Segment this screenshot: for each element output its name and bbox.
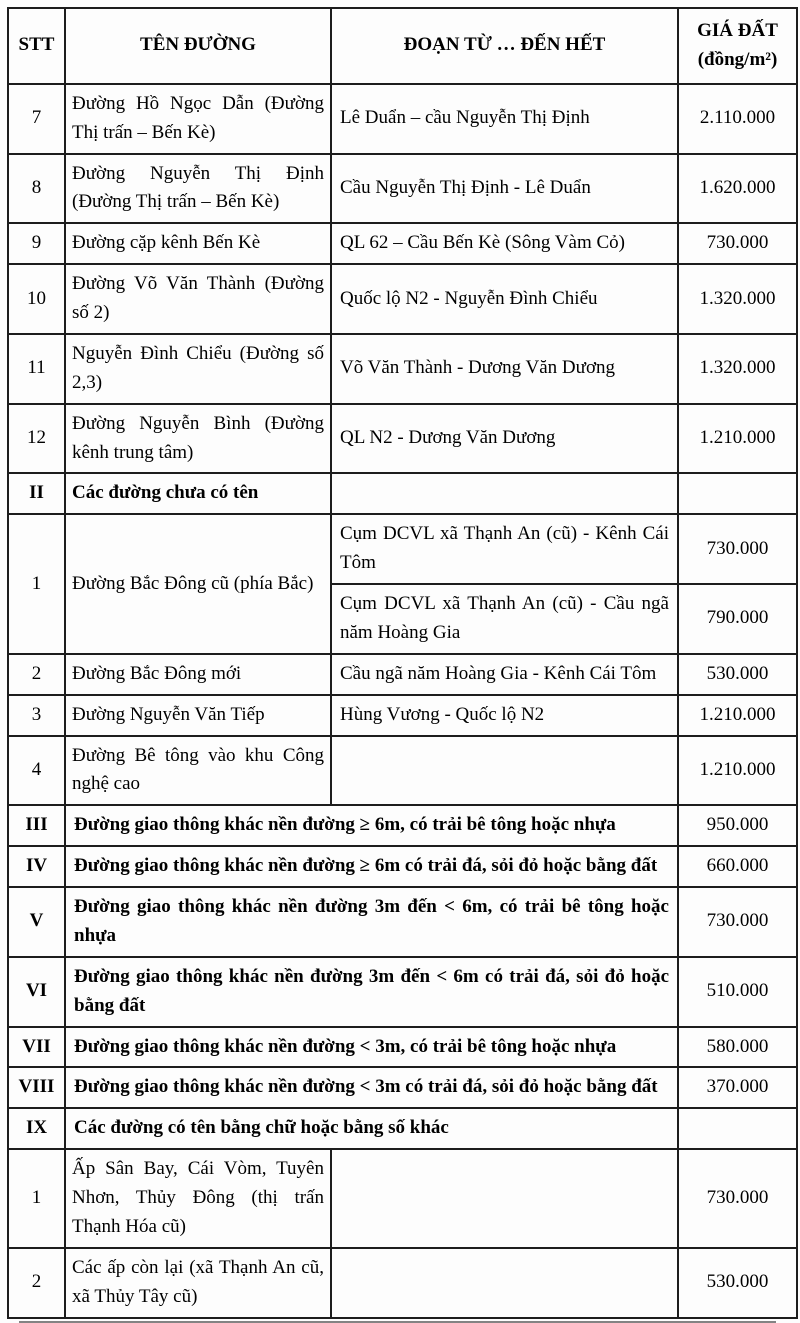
section-label-cell: Đường giao thông khác nền đường ≥ 6m, có trải bê tông hoặc nhựa [65, 805, 678, 846]
price-cell: 370.000 [678, 1067, 797, 1108]
stt-cell: III [8, 805, 65, 846]
table-row [8, 1108, 797, 1149]
stt-cell: 11 [8, 334, 65, 404]
segment-cell: QL 62 – Cầu Bến Kè (Sông Vàm Cỏ) [331, 223, 678, 264]
street-name-cell: Đường Nguyễn Văn Tiếp [65, 695, 331, 736]
table-row [8, 473, 797, 514]
segment-cell [331, 473, 678, 514]
header-price-unit: (đồng/m²) [697, 48, 778, 70]
stt-cell: 4 [8, 736, 65, 806]
table-header [8, 8, 797, 84]
price-cell: 1.620.000 [678, 154, 797, 224]
segment-cell: Quốc lộ N2 - Nguyễn Đình Chiểu [331, 264, 678, 334]
table-row [8, 154, 797, 224]
stt-cell: 9 [8, 223, 65, 264]
price-cell [678, 473, 797, 514]
table-row [8, 1027, 797, 1068]
segment-cell: Cụm DCVL xã Thạnh An (cũ) - Cầu ngã năm Hoàng Gia [331, 584, 678, 654]
stt-cell: IV [8, 846, 65, 887]
price-cell: 580.000 [678, 1027, 797, 1068]
street-name-cell: Đường Bê tông vào khu Công nghệ cao [65, 736, 331, 806]
page-bottom-edge [19, 1321, 776, 1323]
segment-cell: Võ Văn Thành - Dương Văn Dương [331, 334, 678, 404]
section-label-cell: Đường giao thông khác nền đường < 3m, có trải bê tông hoặc nhựa [65, 1027, 678, 1068]
table-row [8, 846, 797, 887]
table-row [8, 1149, 797, 1248]
segment-cell: Cụm DCVL xã Thạnh An (cũ) - Kênh Cái Tôm [331, 514, 678, 584]
stt-cell: V [8, 887, 65, 957]
stt-cell: 10 [8, 264, 65, 334]
street-name-cell: Đường Nguyễn Thị Định (Đường Thị trấn – Bến Kè) [65, 154, 331, 224]
table-row [8, 957, 797, 1027]
price-cell: 1.210.000 [678, 695, 797, 736]
stt-cell: 7 [8, 84, 65, 154]
table-row [8, 264, 797, 334]
street-name-cell: Đường Võ Văn Thành (Đường số 2) [65, 264, 331, 334]
table-row [8, 1067, 797, 1108]
table-row [8, 223, 797, 264]
price-cell: 1.320.000 [678, 264, 797, 334]
stt-cell: II [8, 473, 65, 514]
section-label-cell: Đường giao thông khác nền đường 3m đến < 6m, có trải bê tông hoặc nhựa [65, 887, 678, 957]
price-cell: 510.000 [678, 957, 797, 1027]
table-row [8, 1248, 797, 1318]
segment-cell: Lê Duẩn – cầu Nguyễn Thị Định [331, 84, 678, 154]
price-cell: 530.000 [678, 654, 797, 695]
header-price-title: GIÁ ĐẤT [697, 20, 778, 41]
price-cell: 950.000 [678, 805, 797, 846]
table-row [8, 404, 797, 474]
table-row [8, 514, 797, 584]
price-cell: 1.210.000 [678, 736, 797, 806]
stt-cell: 3 [8, 695, 65, 736]
price-cell: 730.000 [678, 514, 797, 584]
section-label-cell: Các đường có tên bằng chữ hoặc bằng số khác [65, 1108, 678, 1149]
section-label-cell: Đường giao thông khác nền đường < 3m có trải đá, sỏi đỏ hoặc bằng đất [65, 1067, 678, 1108]
street-name-cell: Đường cặp kênh Bến Kè [65, 223, 331, 264]
header-street-name: TÊN ĐƯỜNG [65, 8, 331, 84]
section-label-cell: Đường giao thông khác nền đường ≥ 6m có trải đá, sỏi đỏ hoặc bằng đất [65, 846, 678, 887]
street-name-cell: Đường Bắc Đông cũ (phía Bắc) [65, 514, 331, 654]
stt-cell: 12 [8, 404, 65, 474]
street-name-cell: Đường Bắc Đông mới [65, 654, 331, 695]
stt-cell: VI [8, 957, 65, 1027]
stt-cell: 1 [8, 514, 65, 654]
table-row [8, 334, 797, 404]
stt-cell: VIII [8, 1067, 65, 1108]
price-cell: 1.320.000 [678, 334, 797, 404]
land-price-table [7, 7, 798, 1319]
segment-cell: Cầu ngã năm Hoàng Gia - Kênh Cái Tôm [331, 654, 678, 695]
price-cell: 730.000 [678, 887, 797, 957]
header-segment: ĐOẠN TỪ … ĐẾN HẾT [331, 8, 678, 84]
stt-cell: 1 [8, 1149, 65, 1248]
price-cell: 530.000 [678, 1248, 797, 1318]
stt-cell: VII [8, 1027, 65, 1068]
street-name-cell: Đường Nguyễn Bình (Đường kênh trung tâm) [65, 404, 331, 474]
price-cell [678, 1108, 797, 1149]
header-stt: STT [8, 8, 65, 84]
segment-cell: QL N2 - Dương Văn Dương [331, 404, 678, 474]
street-name-cell: Đường Hồ Ngọc Dẫn (Đường Thị trấn – Bến Kè) [65, 84, 331, 154]
price-table-body [8, 84, 797, 1318]
table-row [8, 654, 797, 695]
segment-cell: Cầu Nguyễn Thị Định - Lê Duẩn [331, 154, 678, 224]
street-name-cell: Các đường chưa có tên [65, 473, 331, 514]
street-name-cell: Các ấp còn lại (xã Thạnh An cũ, xã Thủy Tây cũ) [65, 1248, 331, 1318]
price-cell: 730.000 [678, 1149, 797, 1248]
price-cell: 2.110.000 [678, 84, 797, 154]
stt-cell: 8 [8, 154, 65, 224]
table-row [8, 736, 797, 806]
segment-cell [331, 1149, 678, 1248]
segment-cell [331, 736, 678, 806]
price-cell: 730.000 [678, 223, 797, 264]
table-row [8, 805, 797, 846]
table-row [8, 695, 797, 736]
section-label-cell: Đường giao thông khác nền đường 3m đến < 6m có trải đá, sỏi đỏ hoặc bằng đất [65, 957, 678, 1027]
street-name-cell: Ấp Sân Bay, Cái Vòm, Tuyên Nhơn, Thủy Đông (thị trấn Thạnh Hóa cũ) [65, 1149, 331, 1248]
price-cell: 660.000 [678, 846, 797, 887]
stt-cell: 2 [8, 654, 65, 695]
price-cell: 1.210.000 [678, 404, 797, 474]
street-name-cell: Nguyễn Đình Chiểu (Đường số 2,3) [65, 334, 331, 404]
stt-cell: 2 [8, 1248, 65, 1318]
segment-cell: Hùng Vương - Quốc lộ N2 [331, 695, 678, 736]
price-cell: 790.000 [678, 584, 797, 654]
stt-cell: IX [8, 1108, 65, 1149]
table-row [8, 887, 797, 957]
header-row [8, 8, 797, 84]
table-row [8, 84, 797, 154]
segment-cell [331, 1248, 678, 1318]
header-price [678, 8, 797, 84]
